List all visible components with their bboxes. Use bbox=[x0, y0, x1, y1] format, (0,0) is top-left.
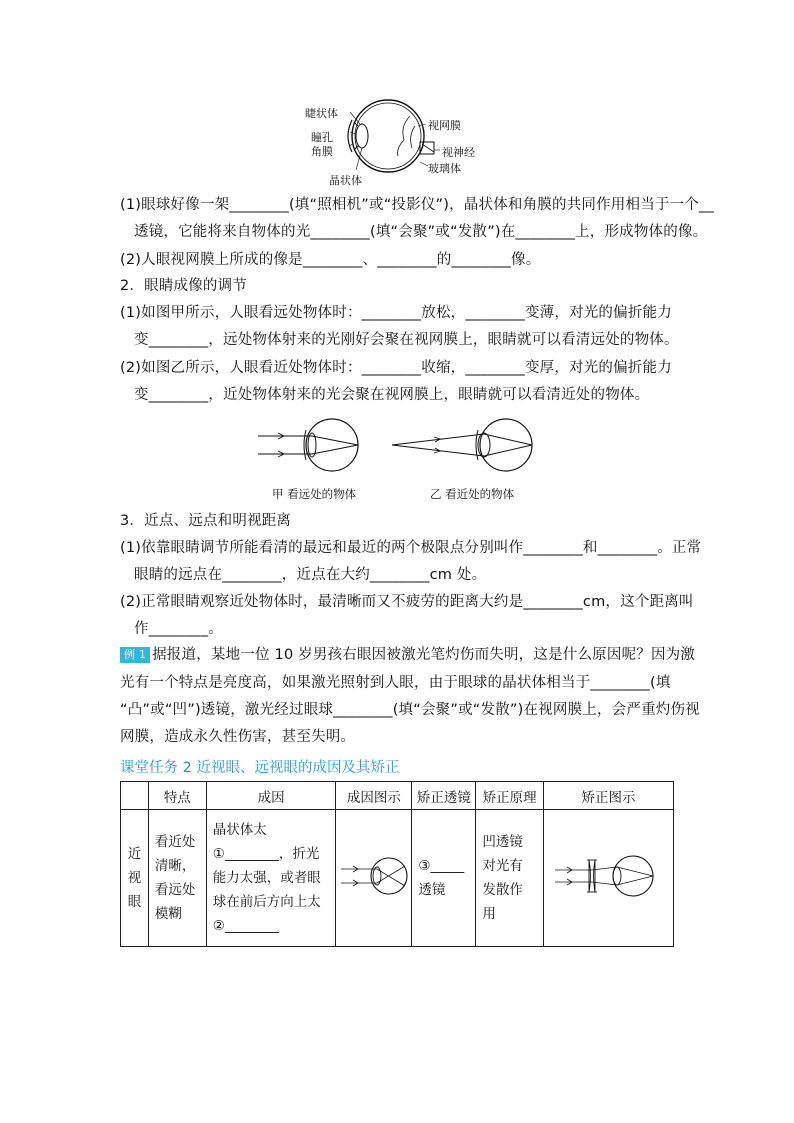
feature-line: 清晰， bbox=[154, 858, 196, 874]
s2-q2-line1: (2)如图乙所示，人眼看近处物体时：________收缩，________变厚，对光的偏折能力 bbox=[120, 360, 672, 376]
principle-line: 对光有 bbox=[482, 858, 523, 874]
header-cell-0 bbox=[121, 782, 149, 810]
header-cell-correction-figure: 矫正图示 bbox=[544, 782, 674, 810]
s3-heading: 3．近点、远点和明视距离 bbox=[120, 513, 292, 529]
eye-anatomy-diagram bbox=[300, 96, 500, 188]
header-cell-lens: 矫正透镜 bbox=[412, 782, 476, 810]
label-ciliary-body: 睫状体 bbox=[305, 107, 338, 120]
row-label-cell bbox=[121, 810, 149, 947]
feature-line: 看近处 bbox=[154, 834, 196, 850]
cause-line: 晶状体太 bbox=[212, 822, 267, 838]
label-optic-nerve: 视神经 bbox=[442, 146, 475, 159]
s3-q1-line2: 眼睛的远点在________，近点在大约________cm 处。 bbox=[134, 567, 487, 583]
lens-line: ③_____ bbox=[418, 858, 465, 874]
row-label-char: 眼 bbox=[127, 894, 142, 910]
far-vision-drawing bbox=[256, 418, 368, 472]
caption-near: 乙 看近处的物体 bbox=[430, 487, 515, 501]
example-line2: 光有一个特点是亮度高，如果激光照射到人眼，由于眼球的晶状体相当于________(填 bbox=[120, 675, 671, 691]
s2-heading: 2．眼睛成像的调节 bbox=[120, 278, 248, 294]
cause-line: ②________ bbox=[212, 918, 279, 934]
cause-line: 能力太强，或者眼 bbox=[212, 870, 321, 886]
example-line1 bbox=[120, 645, 695, 665]
row-label-char: 视 bbox=[127, 870, 142, 886]
feature-cell bbox=[148, 810, 206, 947]
table-row-myopia bbox=[121, 810, 674, 947]
cause-figure-cell bbox=[336, 810, 412, 947]
header-cell-feature: 特点 bbox=[148, 782, 206, 810]
caption-far: 甲 看远处的物体 bbox=[272, 487, 357, 501]
principle-line: 发散作 bbox=[482, 882, 523, 898]
lens-cell bbox=[412, 810, 476, 947]
table-header-row bbox=[121, 782, 674, 810]
example-badge: 例 1 bbox=[120, 647, 150, 663]
s2-q1-line1: (1)如图甲所示，人眼看远处物体时：________放松，________变薄，对光的偏折能力 bbox=[120, 305, 672, 321]
cause-line: 球在前后方向上太 bbox=[212, 894, 321, 910]
feature-line: 看远处 bbox=[154, 882, 196, 898]
s1-q2: (2)人眼视网膜上所成的像是________、________的________像。 bbox=[120, 252, 541, 268]
s3-q2-line2: 作________。 bbox=[134, 621, 223, 637]
example-line1-text: 据报道，某地一位 10 岁男孩右眼因被激光笔灼伤而失明，这是什么原因呢？因为激 bbox=[152, 647, 696, 663]
header-cell-cause-figure: 成因图示 bbox=[336, 782, 412, 810]
example-line3: “凸”或“凹”)透镜，激光经过眼球________(填“会聚”或“发散”)在视网膜上，会严重灼伤视 bbox=[120, 702, 700, 718]
s2-q2-line2: 变________，近处物体射来的光会聚在视网膜上，眼睛就可以看清近处的物体。 bbox=[134, 387, 650, 403]
lens-line: 透镜 bbox=[418, 882, 446, 898]
task2-title: 课堂任务 2 近视眼、远视眼的成因及其矫正 bbox=[120, 760, 400, 776]
s1-q1-line1: (1)眼球好像一架________(填“照相机”或“投影仪”)，晶状体和角膜的共同作用相当于一个__ bbox=[120, 197, 714, 213]
example-line4: 网膜，造成永久性伤害，甚至失明。 bbox=[120, 729, 356, 745]
correction-figure-cell bbox=[544, 810, 674, 947]
label-pupil: 瞳孔 bbox=[311, 131, 333, 144]
feature-line: 模糊 bbox=[154, 906, 182, 922]
myopia-correction-drawing bbox=[549, 850, 669, 902]
header-cell-principle: 矫正原理 bbox=[476, 782, 544, 810]
label-vitreous: 玻璃体 bbox=[428, 162, 461, 175]
principle-line: 用 bbox=[482, 906, 496, 922]
header-cell-cause: 成因 bbox=[206, 782, 336, 810]
figure-near-vision bbox=[390, 418, 538, 472]
cause-line: ①________，折光 bbox=[212, 846, 320, 862]
row-label-char: 近 bbox=[127, 846, 142, 862]
myopia-cause-drawing bbox=[339, 850, 409, 902]
near-vision-drawing bbox=[390, 418, 538, 472]
s3-q2-line1: (2)正常眼睛观察近处物体时，最清晰而又不疲劳的距离大约是________cm，这个距离叫 bbox=[120, 594, 694, 610]
label-retina: 视网膜 bbox=[428, 119, 461, 132]
myopia-table bbox=[120, 781, 674, 947]
principle-line: 凹透镜 bbox=[482, 834, 523, 850]
cause-cell bbox=[206, 810, 336, 947]
label-lens: 晶状体 bbox=[329, 174, 362, 187]
s3-q1-line1: (1)依靠眼睛调节所能看清的最远和最近的两个极限点分别叫作________和________。正常 bbox=[120, 540, 702, 556]
s1-q1-line2: 透镜，它能将来自物体的光________(填“会聚”或“发散”)在________上，形成物体的像。 bbox=[134, 224, 708, 240]
principle-cell bbox=[476, 810, 544, 947]
s2-q1-line2: 变________，远处物体射来的光刚好会聚在视网膜上，眼睛就可以看清远处的物体。 bbox=[134, 332, 679, 348]
label-cornea: 角膜 bbox=[311, 145, 333, 158]
figure-far-vision bbox=[256, 418, 368, 472]
